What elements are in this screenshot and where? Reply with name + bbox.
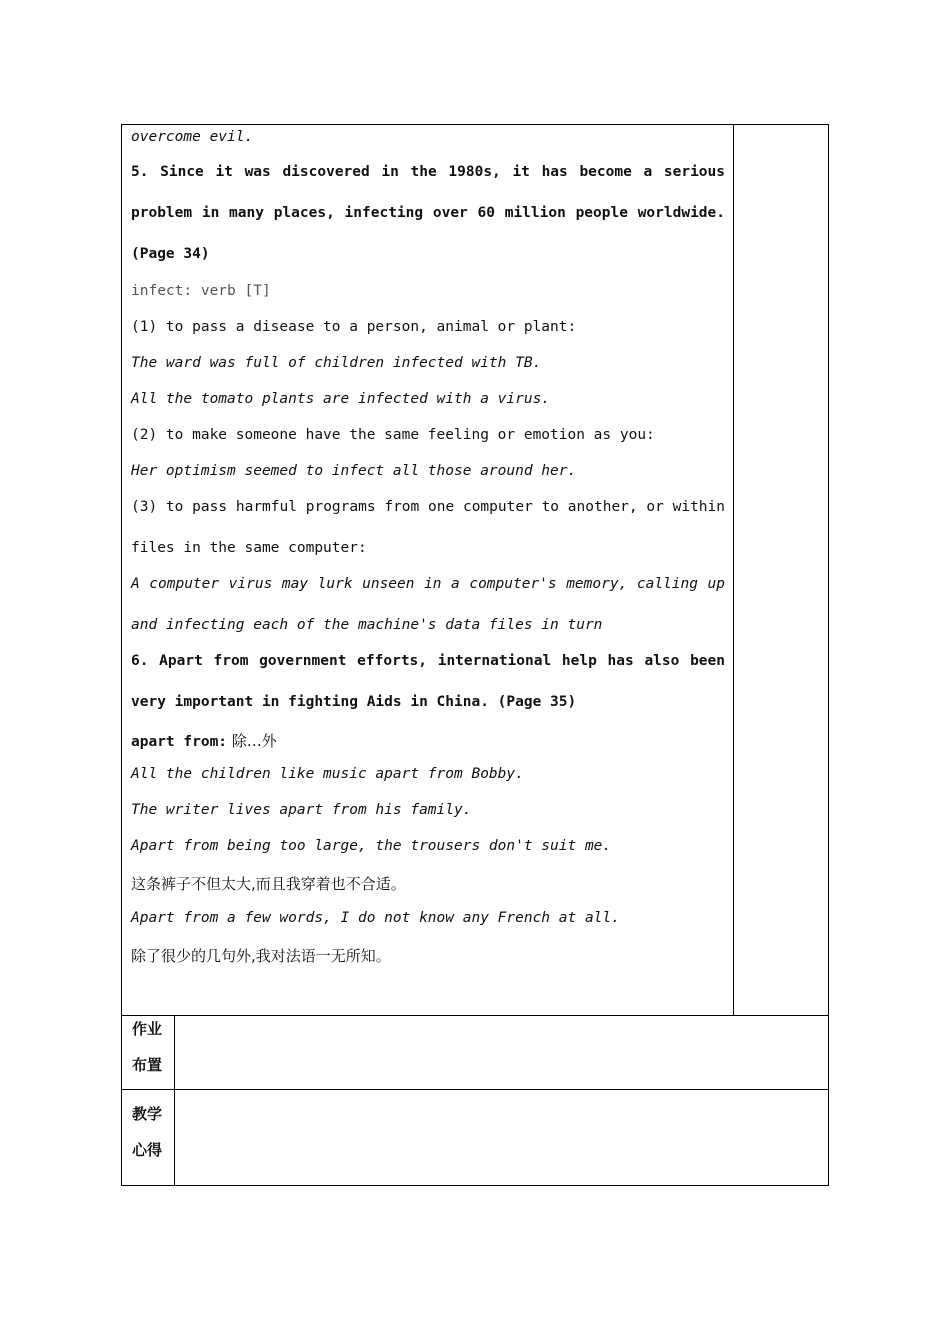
definition-3-line-2: files in the same computer: — [131, 540, 367, 556]
sentence-5-line-1: 5. Since it was discovered in the 1980s, it has become a serious — [131, 164, 725, 180]
definition-3-line-1: (3) to pass harmful programs from one computer to another, or within — [131, 499, 725, 515]
example-sentence: The writer lives apart from his family. — [131, 802, 472, 818]
reflection-label-2: 心得 — [132, 1141, 163, 1159]
sentence-5-line-2: problem in many places, infecting over 60 million people worldwide. — [131, 205, 725, 221]
example-translation: 这条裤子不但太大,而且我穿着也不合适。 — [131, 875, 406, 893]
definition-1: (1) to pass a disease to a person, animal or plant: — [131, 319, 577, 335]
example-sentence: A computer virus may lurk unseen in a computer's memory, calling up — [131, 576, 725, 592]
sentence-5-page-ref: (Page 34) — [131, 246, 210, 262]
example-translation: 除了很少的几句外,我对法语一无所知。 — [131, 947, 391, 965]
example-sentence: Apart from a few words, I do not know any French at all. — [131, 910, 620, 926]
homework-label-1: 作业 — [132, 1020, 163, 1038]
phrase-meaning: 除…外 — [227, 732, 277, 750]
word-entry-infect: infect: verb [T] — [131, 283, 271, 299]
example-sentence: Apart from being too large, the trousers don't suit me. — [131, 838, 612, 854]
reflection-label-1: 教学 — [132, 1105, 163, 1123]
row-divider — [174, 1016, 175, 1089]
example-sentence: All the tomato plants are infected with a virus. — [131, 391, 551, 407]
phrase-entry-apart-from — [131, 730, 725, 751]
definition-2: (2) to make someone have the same feeling or emotion as you: — [131, 427, 655, 443]
homework-row — [121, 1015, 829, 1090]
side-notes-cell — [733, 124, 829, 1016]
sentence-6-line-1: 6. Apart from government efforts, international help has also been — [131, 653, 725, 669]
example-sentence: All the children like music apart from Bobby. — [131, 766, 524, 782]
phrase-term: apart from: — [131, 734, 228, 750]
example-sentence: and infecting each of the machine's data files in turn — [131, 617, 603, 633]
example-sentence: The ward was full of children infected with TB. — [131, 355, 542, 371]
sentence-6-line-2: very important in fighting Aids in China. (Page 35) — [131, 694, 577, 710]
reflection-row — [121, 1089, 829, 1186]
example-sentence: Her optimism seemed to infect all those around her. — [131, 463, 577, 479]
homework-label-2: 布置 — [132, 1056, 163, 1074]
row-divider — [174, 1090, 175, 1185]
example-sentence: overcome evil. — [131, 129, 254, 145]
